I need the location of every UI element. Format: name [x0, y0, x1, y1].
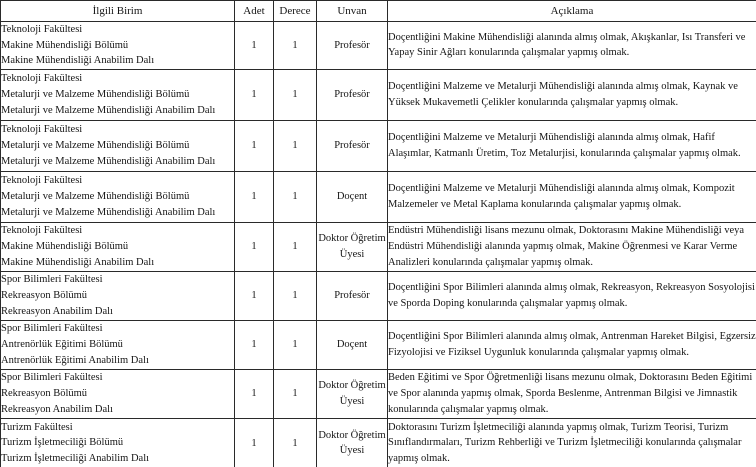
cell-unvan: Profesör: [317, 22, 388, 70]
unit-line: Turizm İşletmeciliği Anabilim Dalı: [1, 453, 150, 465]
column-header-derece: Derece: [274, 1, 317, 22]
cell-aciklama: Doçentliğini Malzeme ve Metalurji Mühendisliği alanında almış olmak, Kaynak ve Yüksek Mukavemetli Çelikler konularında çalışmalar yapmış olmak.: [388, 69, 756, 120]
cell-derece: 1: [274, 171, 317, 222]
unit-line: Teknoloji Fakültesi: [1, 175, 83, 187]
cell-unvan: Doçent: [317, 320, 388, 369]
unit-line: Spor Bilimleri Fakültesi: [1, 372, 103, 384]
cell-aciklama: Doçentliğini Makine Mühendisliği alanında almış olmak, Akışkanlar, Isı Transferi ve Yapay Sinir Ağları konularında çalışmalar yapmış olmak.: [388, 22, 756, 70]
unit-line: Spor Bilimleri Fakültesi: [1, 274, 103, 286]
cell-derece: 1: [274, 69, 317, 120]
unit-line: Metalurji ve Malzeme Mühendisliği Anabilim Dalı: [1, 206, 216, 218]
unit-line: Rekreasyon Anabilim Dalı: [1, 403, 113, 415]
column-header-unvan: Unvan: [317, 1, 388, 22]
cell-adet: 1: [235, 120, 274, 171]
unit-line: Makine Mühendisliği Bölümü: [1, 240, 129, 252]
cell-aciklama: Doktorasını Turizm İşletmeciliği alanında yapmış olmak, Turizm Teorisi, Turizm Sınıflandırmaları, Turizm Rehberliği ve Turizm İşletmeciliği konularında çalışmalar yapmış olmak.: [388, 418, 756, 467]
cell-unvan: Profesör: [317, 69, 388, 120]
cell-unvan: Doktor Öğretim Üyesi: [317, 222, 388, 271]
unit-line: Metalurji ve Malzeme Mühendisliği Bölümü: [1, 190, 190, 202]
table-row: [1, 222, 756, 271]
cell-adet: 1: [235, 418, 274, 467]
unit-line: Makine Mühendisliği Anabilim Dalı: [1, 55, 155, 67]
table-body: [1, 22, 756, 467]
cell-unvan: Doçent: [317, 171, 388, 222]
cell-adet: 1: [235, 69, 274, 120]
unit-line: Teknoloji Fakültesi: [1, 73, 83, 85]
table-row: [1, 271, 756, 320]
cell-derece: 1: [274, 320, 317, 369]
table-row: [1, 22, 756, 70]
cell-derece: 1: [274, 271, 317, 320]
table-row: [1, 320, 756, 369]
unit-line: Turizm İşletmeciliği Bölümü: [1, 437, 124, 449]
unit-line: Antrenörlük Eğitimi Bölümü: [1, 338, 123, 350]
cell-unvan: Doktor Öğretim Üyesi: [317, 369, 388, 418]
cell-unit: [1, 271, 235, 320]
unit-line: Rekreasyon Anabilim Dalı: [1, 305, 113, 317]
unit-line: Metalurji ve Malzeme Mühendisliği Bölümü: [1, 139, 190, 151]
unit-line: Metalurji ve Malzeme Mühendisliği Anabilim Dalı: [1, 155, 216, 167]
unit-line: Teknoloji Fakültesi: [1, 225, 83, 237]
table-row: [1, 120, 756, 171]
unit-line: Rekreasyon Bölümü: [1, 289, 88, 301]
cell-unvan: Profesör: [317, 120, 388, 171]
unit-line: Makine Mühendisliği Bölümü: [1, 39, 129, 51]
cell-unit: [1, 222, 235, 271]
unit-line: Turizm Fakültesi: [1, 421, 73, 433]
table-row: [1, 418, 756, 467]
cell-adet: 1: [235, 369, 274, 418]
unit-line: Makine Mühendisliği Anabilim Dalı: [1, 256, 155, 268]
cell-aciklama: Beden Eğitimi ve Spor Öğretmenliği lisans mezunu olmak, Doktorasını Beden Eğitimi ve Spor alanında yapmış olmak, Sporda Beslenme, Antrenman Bilgisi ve Jimnastik konularında çalışmalar yapmış olmak.: [388, 369, 756, 418]
cell-aciklama: Doçentliğini Spor Bilimleri alanında almış olmak, Antrenman Hareket Bilgisi, Egzersiz Fizyolojisi ve Fiziksel Uygunluk konularında çalışmalar yapmış olmak.: [388, 320, 756, 369]
unit-line: Antrenörlük Eğitimi Anabilim Dalı: [1, 354, 149, 366]
table-row: [1, 171, 756, 222]
cell-unit: [1, 369, 235, 418]
cell-unvan: Doktor Öğretim Üyesi: [317, 418, 388, 467]
unit-line: Rekreasyon Bölümü: [1, 387, 88, 399]
cell-aciklama: Endüstri Mühendisliği lisans mezunu olmak, Doktorasını Makine Mühendisliği veya Endüstri Mühendisliği alanında yapmış olmak, Makine Öğrenmesi ve Karar Verme Analizleri konularında çalışmalar yapmış olmak.: [388, 222, 756, 271]
cell-derece: 1: [274, 120, 317, 171]
cell-derece: 1: [274, 418, 317, 467]
cell-derece: 1: [274, 22, 317, 70]
cell-derece: 1: [274, 369, 317, 418]
cell-unit: [1, 171, 235, 222]
cell-aciklama: Doçentliğini Malzeme ve Metalurji Mühendisliği alanında almış olmak, Kompozit Malzemeler ve Metal Kaplama konularında çalışmalar yapmış olmak.: [388, 171, 756, 222]
cell-adet: 1: [235, 22, 274, 70]
cell-unit: [1, 22, 235, 70]
cell-unit: [1, 320, 235, 369]
unit-line: Teknoloji Fakültesi: [1, 24, 83, 35]
cell-adet: 1: [235, 320, 274, 369]
cell-aciklama: Doçentliğini Spor Bilimleri alanında almış olmak, Rekreasyon, Rekreasyon Sosyolojisi ve Sporda Doping konularında çalışmalar yapmış olmak.: [388, 271, 756, 320]
table-row: [1, 69, 756, 120]
column-header-adet: Adet: [235, 1, 274, 22]
cell-derece: 1: [274, 222, 317, 271]
column-header-ilgili-birim: İlgili Birim: [1, 1, 235, 22]
cell-aciklama: Doçentliğini Malzeme ve Metalurji Mühendisliği alanında almış olmak, Hafif Alaşımlar, Katmanlı Üretim, Toz Metalurjisi, konularında çalışmalar yapmış olmak.: [388, 120, 756, 171]
unit-line: Metalurji ve Malzeme Mühendisliği Anabilim Dalı: [1, 104, 216, 116]
table-row: [1, 369, 756, 418]
cell-adet: 1: [235, 271, 274, 320]
column-header-aciklama: Açıklama: [388, 1, 756, 22]
cell-adet: 1: [235, 171, 274, 222]
cell-unit: [1, 69, 235, 120]
cell-unvan: Profesör: [317, 271, 388, 320]
unit-line: Teknoloji Fakültesi: [1, 124, 83, 136]
cell-adet: 1: [235, 222, 274, 271]
cell-unit: [1, 418, 235, 467]
unit-line: Metalurji ve Malzeme Mühendisliği Bölümü: [1, 88, 190, 100]
unit-line: Spor Bilimleri Fakültesi: [1, 323, 103, 335]
cell-unit: [1, 120, 235, 171]
table-header-row: [1, 1, 756, 22]
